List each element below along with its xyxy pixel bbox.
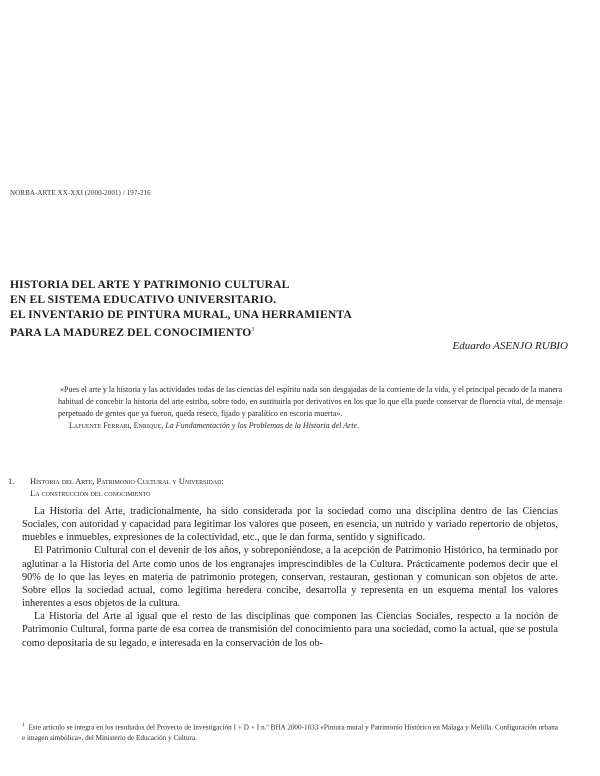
title-line-1: HISTORIA DEL ARTE Y PATRIMONIO CULTURAL <box>10 278 290 291</box>
title-footnote-marker[interactable]: 1 <box>251 326 255 333</box>
epigraph <box>58 384 562 432</box>
body-paragraph: El Patrimonio Cultural con el devenir de los años, y sobreponiéndose, a la acepción de Patrimonio Histórico, ha terminado por aglutinar a la Historia del Arte como unos de los engranajes imprescindibles de la Cultura. Prácticamente podemos decir que el 90% de lo que las leyes en materia de patrimonio protegen, conservan, restauran, gestionan y comunican son objetos de arte. Sobre ellos la sociedad actual, como legítima heredera concibe, desarrolla y representa en un esquema mental los valores inherentes a esos objetos de la cultura. <box>22 545 558 610</box>
title-line-2: EN EL SISTEMA EDUCATIVO UNIVERSITARIO. <box>10 293 277 307</box>
section-number: 1. <box>8 476 15 486</box>
section-title: Historia del Arte, Patrimonio Cultural y Universidad: <box>30 476 224 486</box>
epigraph-quote: «Pues el arte y la historia y las actividades todas de las ciencias del espíritu nada son desgajadas de la corriente de la vida, y el principal pecado de la manera habitual de concebir la historia del arte estriba, sobre todo, en sustituirla por derivativos en los que lo que ella puede conservar de fluencia vital, de mensaje perpetuado de gentes que ya fueron, queda reseco, fijado y paralítico en escoria muerta». <box>58 385 562 418</box>
title-line-4 <box>10 323 570 340</box>
footnote-text: Este artículo se integra en los resultados del Proyecto de Investigación I + D + I n.º BHA 2000-1033 «Pintura mural y Patrimonio Histórico en Málaga y Melilla. Configuración urbana e imagen simbólica», del Ministerio de Educación y Cultura. <box>22 723 559 742</box>
footnote-marker: 1 <box>22 722 25 728</box>
footnote <box>22 720 558 744</box>
body-text <box>22 505 558 650</box>
epigraph-attribution-end: . <box>357 420 359 430</box>
title-line-4-text: PARA LA MADUREZ DEL CONOCIMIENTO <box>10 325 252 339</box>
section-subtitle: La construcción del conocimiento <box>30 487 151 498</box>
section-heading <box>8 476 568 499</box>
running-header: NORBA-ARTE XX-XXI (2000-2001) / 197-216 <box>10 189 151 197</box>
body-paragraph: La Historia del Arte al igual que el resto de las disciplinas que componen las Ciencias Sociales, respecto a la noción de Patrimonio Cultural, forma parte de esa correa de transmisión del conocimiento para una sociedad, como la actual, que se postula como depositaria de su legado, e interesada en la conservación de los ob- <box>22 611 558 649</box>
epigraph-attribution-work: La Fundamentación y los Problemas de la Historia del Arte <box>165 420 357 430</box>
body-paragraph: La Historia del Arte, tradicionalmente, ha sido considerada por la sociedad como una disciplina dentro de las Ciencias Sociales, con autoridad y capacidad para legitimar los valores que poseen, en esencia, un nutrido y variado repertorio de objetos, muebles e inmuebles, expresiones de la colectividad, etc., que le dan forma, sentido y significado. <box>22 506 558 544</box>
author-name: Eduardo ASENJO RUBIO <box>452 340 568 352</box>
epigraph-attribution-author: Lafuente Ferrari, Enrique <box>69 420 162 430</box>
epigraph-attribution-sep: , <box>161 420 166 430</box>
title-line-3: EL INVENTARIO DE PINTURA MURAL, UNA HERRAMIENTA <box>10 308 352 322</box>
epigraph-attribution <box>58 420 562 432</box>
article-title <box>10 277 570 340</box>
section-heading-line-1 <box>8 476 568 488</box>
